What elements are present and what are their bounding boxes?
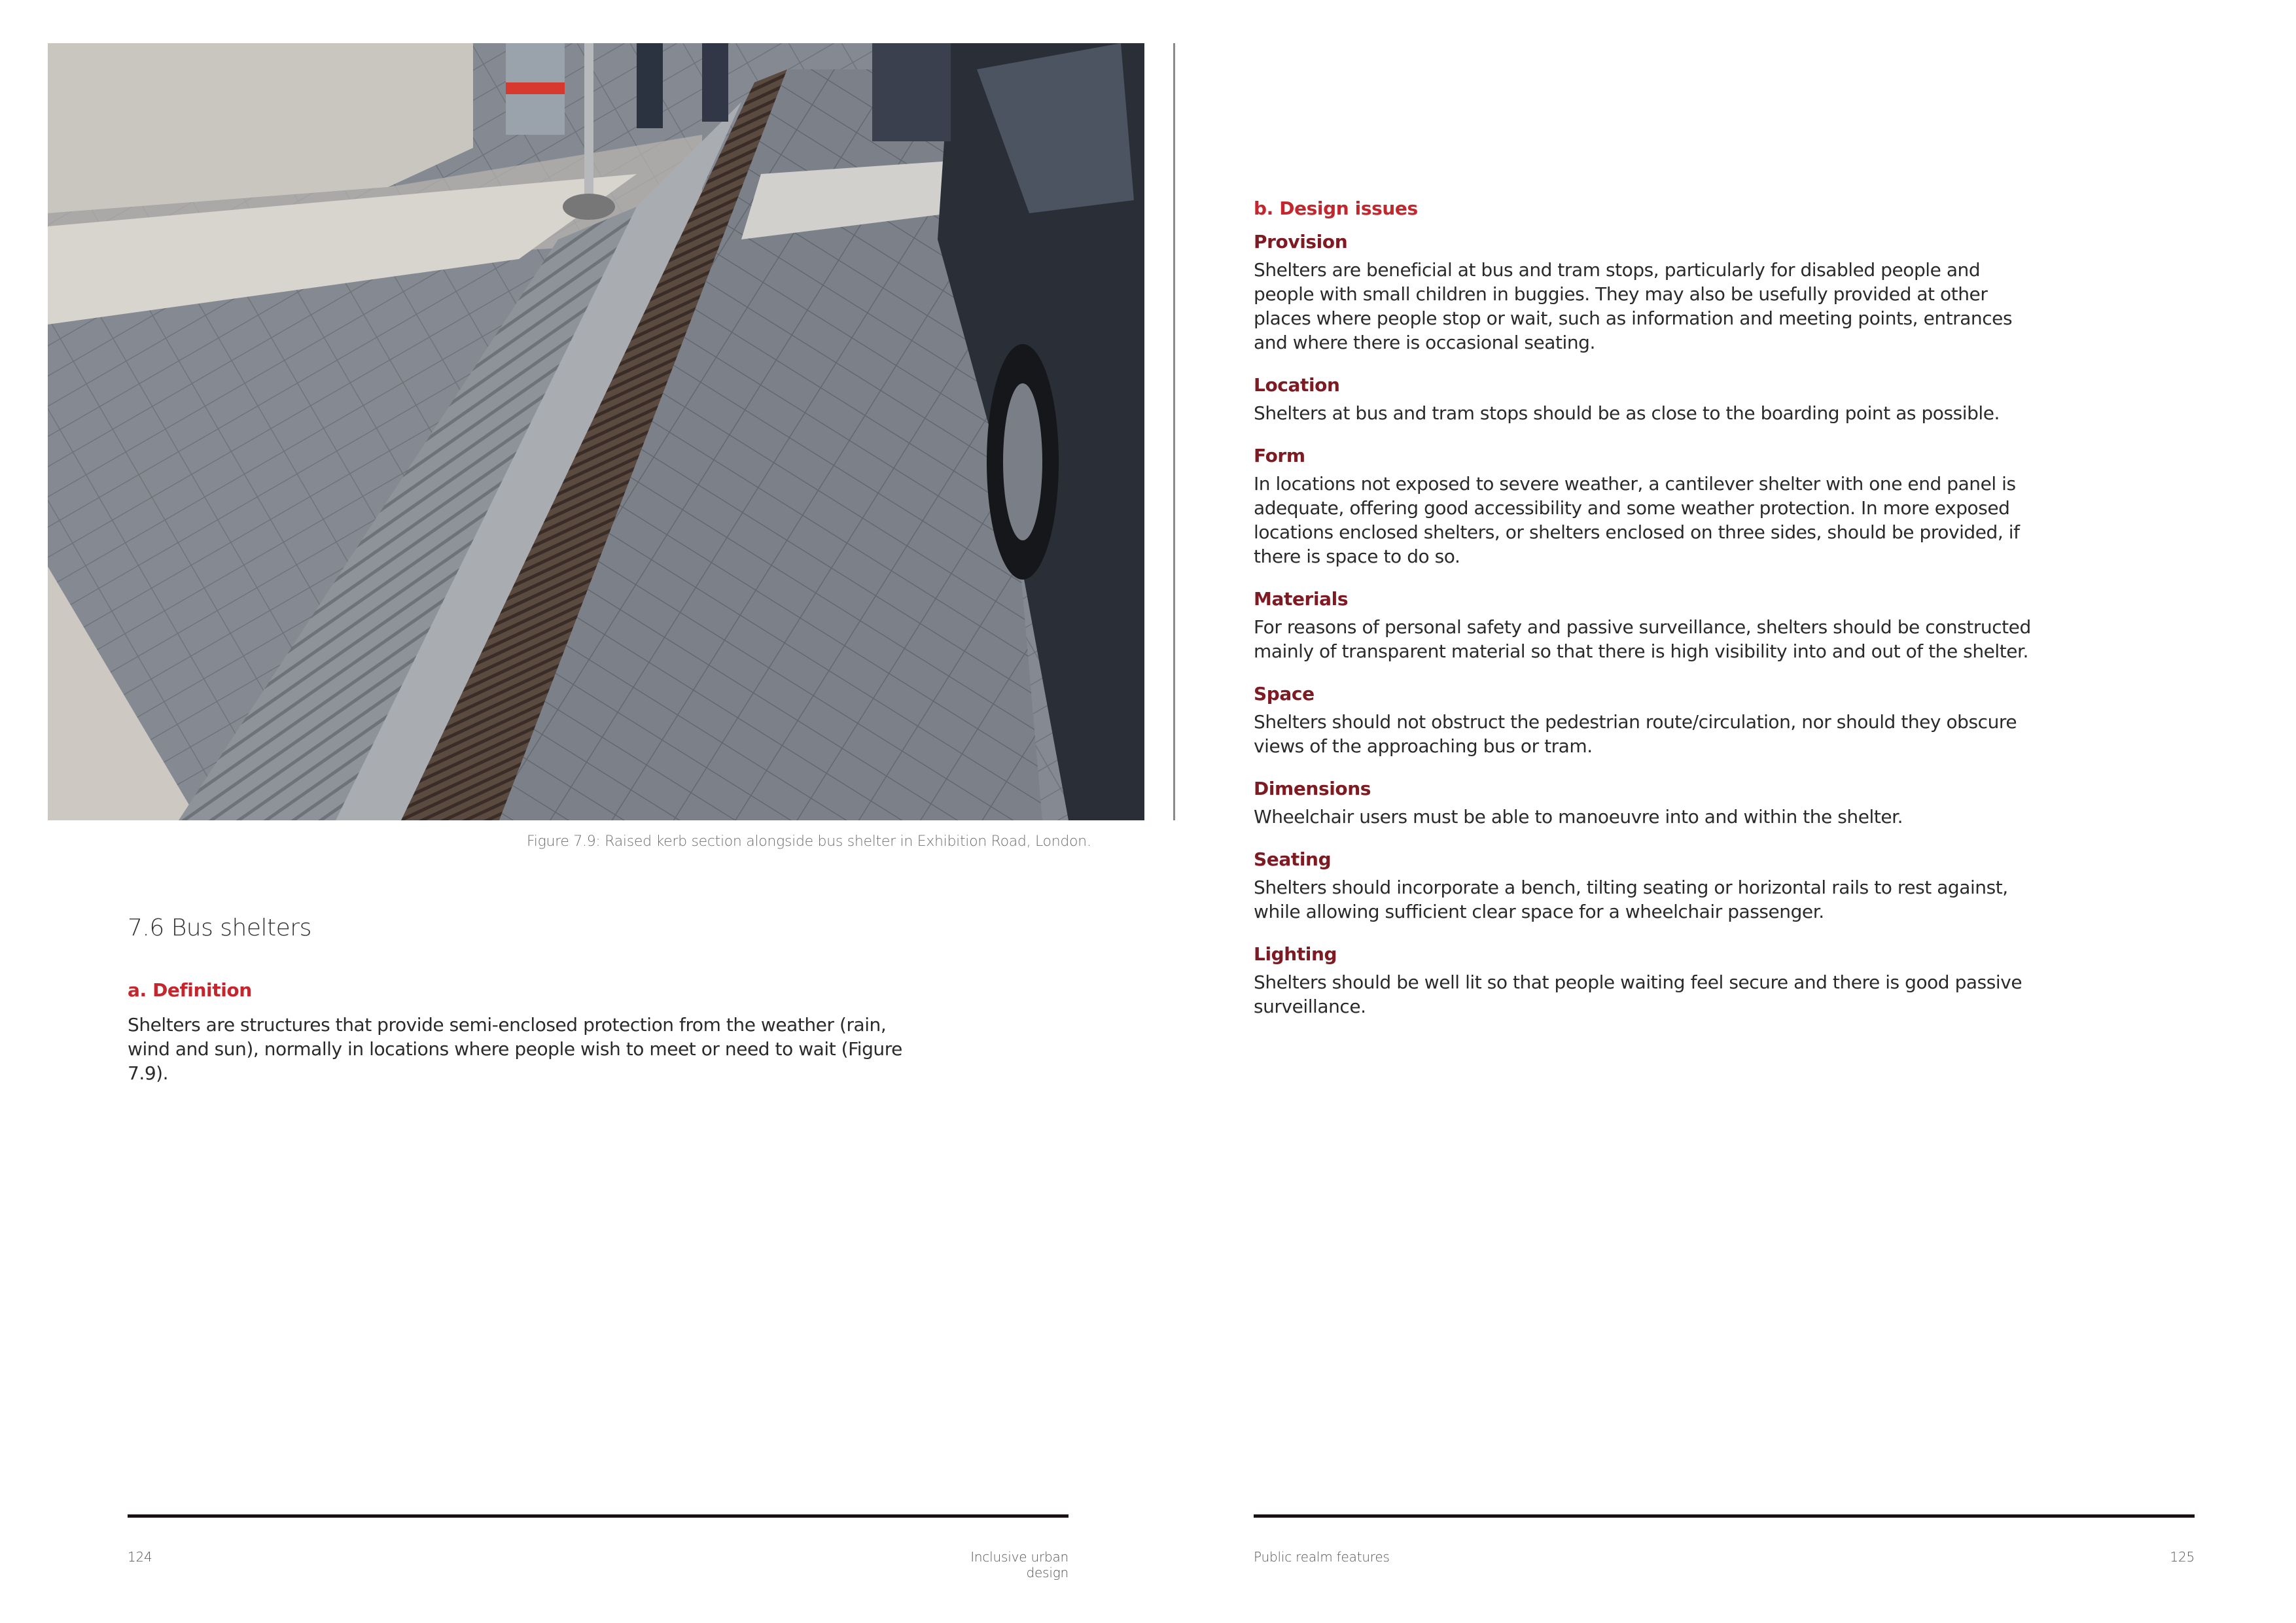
issue-form <box>1254 445 2045 568</box>
issue-body: Shelters should incorporate a bench, tilting seating or horizontal rails to rest against, while allowing sufficient clear space for a wheelchair passenger. <box>1254 877 2008 922</box>
issue-location <box>1254 374 2045 425</box>
running-title-right: Public realm features <box>1254 1549 1390 1565</box>
page-gutter-divider <box>1173 43 1175 820</box>
issue-title: Form <box>1254 445 1305 466</box>
issue-dimensions <box>1254 778 2045 829</box>
issue-body: Shelters should not obstruct the pedestrian route/circulation, nor should they obscure views of the approaching bus or tram. <box>1254 711 2017 757</box>
footer-rule-right <box>1254 1514 2195 1518</box>
issue-title: Lighting <box>1254 943 1337 965</box>
design-issues-heading: b. Design issues <box>1254 198 1418 219</box>
issue-body: Shelters are beneficial at bus and tram stops, particularly for disabled people and people with small children in buggies. They may also be usefully provided at other places where people stop or wait, such as information and meeting points, entrances and where there is occasional seating. <box>1254 259 2013 353</box>
issue-title: Dimensions <box>1254 778 1371 799</box>
definition-body: Shelters are structures that provide semi-enclosed protection from the weather (rain, wind and sun), normally in locations where people wish to meet or need to wait (Figure 7.9). <box>128 1014 902 1084</box>
issue-body: Shelters at bus and tram stops should be as close to the boarding point as possible. <box>1254 402 2000 424</box>
issue-title: Space <box>1254 683 1315 705</box>
issue-title: Materials <box>1254 588 1349 610</box>
definition-heading: a. Definition <box>128 979 252 1001</box>
footer-rule-left <box>128 1514 1069 1518</box>
figure-caption: Figure 7.9: Raised kerb section alongside bus shelter in Exhibition Road, London. <box>527 833 1091 850</box>
running-title-left: Inclusive urban design <box>970 1549 1069 1580</box>
issue-title: Seating <box>1254 848 1332 870</box>
issue-title: Location <box>1254 374 1340 396</box>
issue-title: Provision <box>1254 231 1348 253</box>
figure-photo <box>48 43 1144 820</box>
issue-provision <box>1254 231 2045 355</box>
issue-lighting <box>1254 943 2045 1019</box>
page-number-left: 124 <box>128 1549 152 1565</box>
page-number-right: 125 <box>2170 1549 2195 1565</box>
issue-body: For reasons of personal safety and passive surveillance, shelters should be constructed mainly of transparent material so that there is high visibility into and out of the shelter. <box>1254 616 2031 662</box>
issue-materials <box>1254 588 2045 663</box>
issue-space <box>1254 683 2045 758</box>
issue-seating <box>1254 848 2045 924</box>
street-photo-illustration <box>48 43 1144 820</box>
section-title: 7.6 Bus shelters <box>128 915 311 941</box>
issue-body: In locations not exposed to severe weather, a cantilever shelter with one end panel is adequate, offering good accessibility and some weather protection. In more exposed locations enclosed shelters, or shelters enclosed on three sides, should be provided, if there is space to do so. <box>1254 473 2020 567</box>
design-issues-column <box>1254 198 2045 1038</box>
issue-body: Wheelchair users must be able to manoeuvre into and within the shelter. <box>1254 806 1903 828</box>
issue-body: Shelters should be well lit so that people waiting feel secure and there is good passive surveillance. <box>1254 971 2022 1017</box>
